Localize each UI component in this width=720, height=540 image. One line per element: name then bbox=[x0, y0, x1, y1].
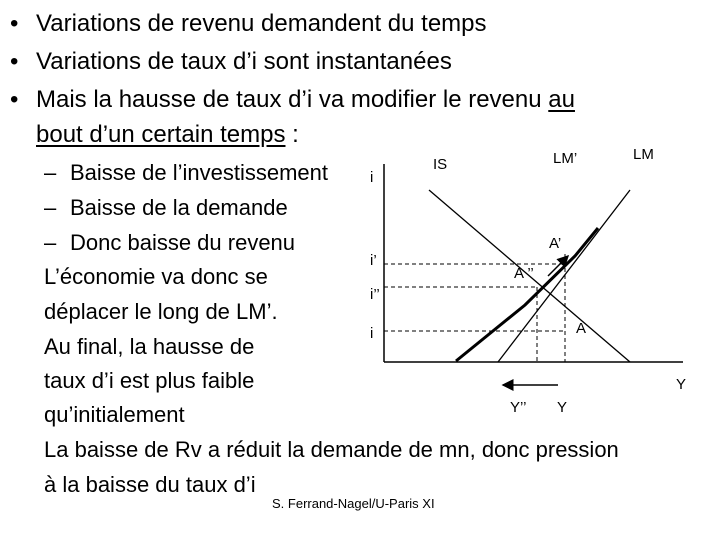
sub-bullet-text-1: Baisse de l’investissement bbox=[70, 160, 329, 185]
conclusion-line-2: à la baisse du taux d’i bbox=[44, 472, 256, 497]
sub-bullet-text-3: Donc baisse du revenu bbox=[70, 230, 296, 255]
conclusion-line-1: La baisse de Rv a réduit la demande de mn, donc pression bbox=[44, 437, 619, 462]
bullet-dot-3: • bbox=[10, 86, 19, 113]
label-i-level: i bbox=[370, 325, 374, 342]
credit-footer: S. Ferrand-Nagel/U-Paris XI bbox=[272, 496, 435, 511]
paragraph-line-2: déplacer le long de LM’. bbox=[44, 299, 278, 324]
label-lm-prime: LM’ bbox=[553, 150, 578, 167]
sub-bullet-dash-3: – bbox=[44, 230, 57, 255]
label-a-prime: A’ bbox=[549, 235, 562, 252]
paragraph-line-1: L’économie va donc se bbox=[44, 264, 268, 289]
label-i-prime: i’ bbox=[370, 252, 377, 269]
paragraph-line-5: qu’initialement bbox=[44, 402, 185, 427]
label-y-double-prime: Y’’ bbox=[510, 399, 527, 416]
label-lm: LM bbox=[633, 146, 654, 163]
bullet-dot-1: • bbox=[10, 10, 19, 37]
lm-prime-curve bbox=[456, 228, 598, 361]
bullet-text-3-underlined-b: bout d’un certain temps bbox=[36, 121, 286, 148]
label-a-double-prime: A ’’ bbox=[514, 265, 534, 282]
label-x-axis-y: Y bbox=[676, 376, 687, 393]
bullet-text-3-end: : bbox=[285, 121, 299, 148]
sub-bullet-dash-1: – bbox=[44, 160, 57, 185]
label-is: IS bbox=[433, 156, 448, 173]
label-y-axis-i: i bbox=[370, 169, 374, 186]
label-a: A bbox=[576, 320, 587, 337]
label-y-level: Y bbox=[557, 399, 568, 416]
bullet-dot-2: • bbox=[10, 48, 19, 75]
label-i-double-prime: i’’ bbox=[370, 286, 380, 303]
bullet-text-3-underlined-a: au bbox=[548, 86, 575, 113]
paragraph-line-3: Au final, la hausse de bbox=[44, 334, 255, 359]
paragraph-line-4: taux d’i est plus faible bbox=[44, 368, 255, 393]
sub-bullet-dash-2: – bbox=[44, 195, 57, 220]
bullet-text-1: Variations de revenu demandent du temps bbox=[36, 10, 487, 37]
bullet-text-2: Variations de taux d’i sont instantanées bbox=[36, 48, 452, 75]
bullet-text-3-main: Mais la hausse de taux d’i va modifier le revenu bbox=[36, 86, 549, 113]
sub-bullet-text-2: Baisse de la demande bbox=[70, 195, 288, 220]
